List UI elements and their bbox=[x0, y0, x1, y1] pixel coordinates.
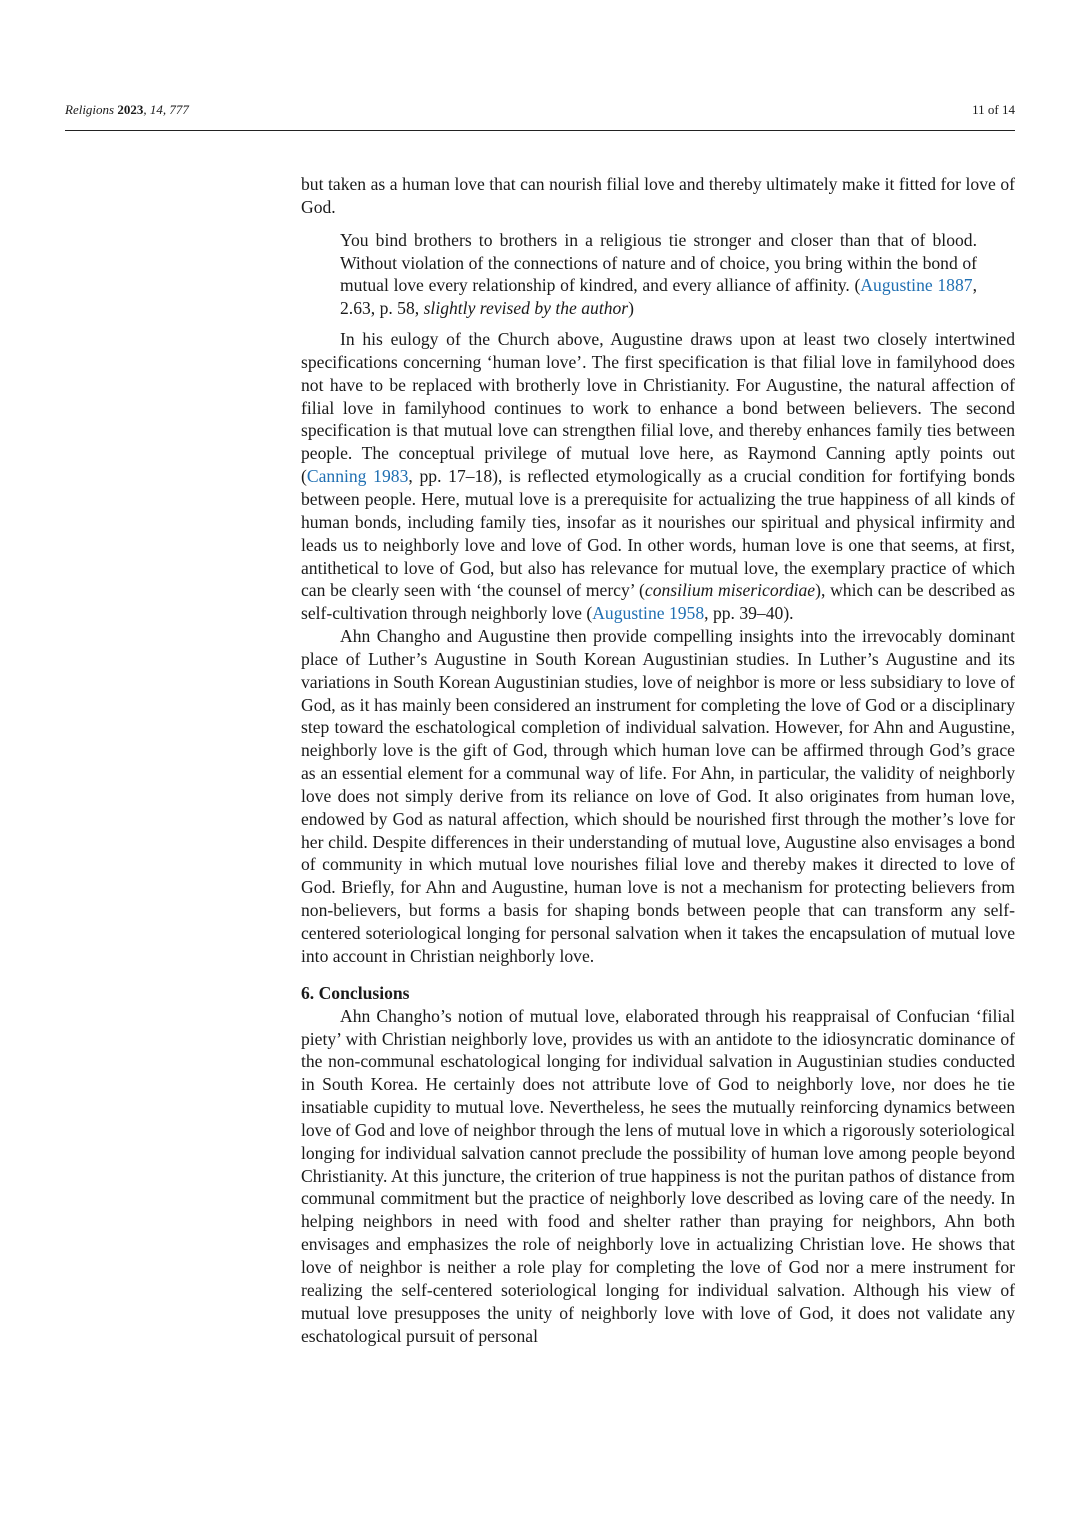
quote-citation-link[interactable]: Augustine 1887 bbox=[860, 275, 973, 296]
journal-year: 2023 bbox=[117, 102, 144, 117]
section-heading: 6. Conclusions bbox=[301, 982, 410, 1003]
quote-text: You bind brothers to brothers in a religious tie stronger and closer than that of blood. Without violation of the connections of nature and of choice, you bring within the bond of mutual love every relationship of kindred, and every alliance of affinity. ( bbox=[340, 229, 977, 296]
para1-part3: ), which can be described as self-cultivation through neighborly love ( bbox=[301, 580, 1015, 624]
intro-paragraph: but taken as a human love that can nourish filial love and thereby ultimately make it fitted for love of God. bbox=[301, 174, 1015, 217]
quote-note: slightly revised by the author bbox=[423, 298, 629, 319]
para1-part4: , pp. 39–40). bbox=[704, 603, 794, 624]
paragraph-conclusions: Ahn Changho’s notion of mutual love, elaborated through his reappraisal of Confucian ‘filial piety’ with Christian neighborly love, provides us with an antidote to the idiosyncratic dominance of the non-communal eschatological longing for individual salvation in Augustinian studies conducted in South Korea. He certainly does not attribute love of God to neighborly love, nor does he tie insatiable cupidity to mutual love. Nevertheless, he sees the mutually reinforcing dynamics between love of God and love of neighbor through the lens of mutual love in which a rigorously soteriological longing for individual salvation cannot preclude the possibility of human love among people beyond Christianity. At this juncture, the criterion of true happiness is not the puritan pathos of distance from communal commitment but the practice of neighborly love described as loving care of the needy. In helping neighbors in need with food and shelter rather than praying for neighbors, Ahn both envisages and emphasizes the role of neighborly love in actualizing Christian love. He shows that love of neighbor is neither a role play for completing the love of God nor a mere instrument for realizing the self-centered soteriological longing for individual salvation. Although his view of mutual love presupposes the unity of neighborly love with love of God, it does not validate any eschatological pursuit of personal bbox=[301, 1005, 1015, 1346]
journal-citation bbox=[65, 102, 189, 118]
canning-citation-link[interactable]: Canning 1983 bbox=[306, 466, 409, 487]
article-body bbox=[301, 173, 1015, 1347]
paragraph-ahn-augustine: Ahn Changho and Augustine then provide compelling insights into the irrevocably dominant place of Luther’s Augustine in South Korean Augustinian studies. In Luther’s Augustine and its variations in South Korean Augustinian studies, love of neighbor is more or less subsidiary to love of God, as it has mainly been considered an instrument for completing the love of God or a disciplinary step toward the eschatological completion of individual salvation. However, for Ahn and Augustine, neighborly love is the gift of God, through which human love can be affirmed through God’s grace as an essential element for a communal way of life. For Ahn, in particular, the validity of neighborly love does not simply derive from its reliance on love of God. It also originates from human love, endowed by God as natural affection, which should be nourished first through the mother’s love for her child. Despite differences in their understanding of mutual love, Augustine also envisages a bond of community in which mutual love nourishes filial love and thereby makes it directed to love of God. Briefly, for Ahn and Augustine, human love is not a mechanism for protecting believers from non-believers, but forms a basis for shaping bonds between people that can transform any self-centered soteriological longing for personal salvation when it takes the encapsulation of mutual love into account in Christian neighborly love. bbox=[301, 626, 1015, 966]
quote-locator: , 2.63, p. 58, bbox=[340, 275, 977, 319]
augustine-1958-citation-link[interactable]: Augustine 1958 bbox=[592, 603, 705, 624]
para1-part1: In his eulogy of the Church above, Augustine draws upon at least two closely intertwined specifications concerning ‘human love’. The first specification is that filial love in familyhood does not have to be replaced with brotherly love in Christianity. For Augustine, the natural affection of filial love in familyhood continues to work to enhance a bond between believers. The second specification is that mutual love can strengthen filial love, and thereby enhances family ties between people. The conceptual privilege of mutual love here, as Raymond Canning aptly points out ( bbox=[301, 329, 1015, 487]
para1-part2: , pp. 17–18), is reflected etymologically as a crucial condition for fortifying bonds between people. Here, mutual love is a prerequisite for actualizing the true happiness of all kinds of human bonds, including family ties, insofar as it nourishes our spiritual and physical infirmity and leads us to neighborly love and love of God. In other words, human love is one that seems, at first, antithetical to love of God, but also has relevance for mutual love, the exemplary practice of which can be clearly seen with ‘the counsel of mercy’ ( bbox=[301, 466, 1015, 601]
paragraph-eulogy bbox=[301, 328, 1015, 625]
latin-term: consilium misericordiae bbox=[644, 580, 816, 601]
block-quote bbox=[340, 229, 977, 320]
page-number: 11 of 14 bbox=[972, 102, 1015, 117]
journal-name: Religions bbox=[65, 102, 115, 117]
quote-close: ) bbox=[628, 298, 635, 319]
page-header bbox=[65, 100, 1015, 131]
journal-volume: , 14, 777 bbox=[143, 102, 189, 117]
